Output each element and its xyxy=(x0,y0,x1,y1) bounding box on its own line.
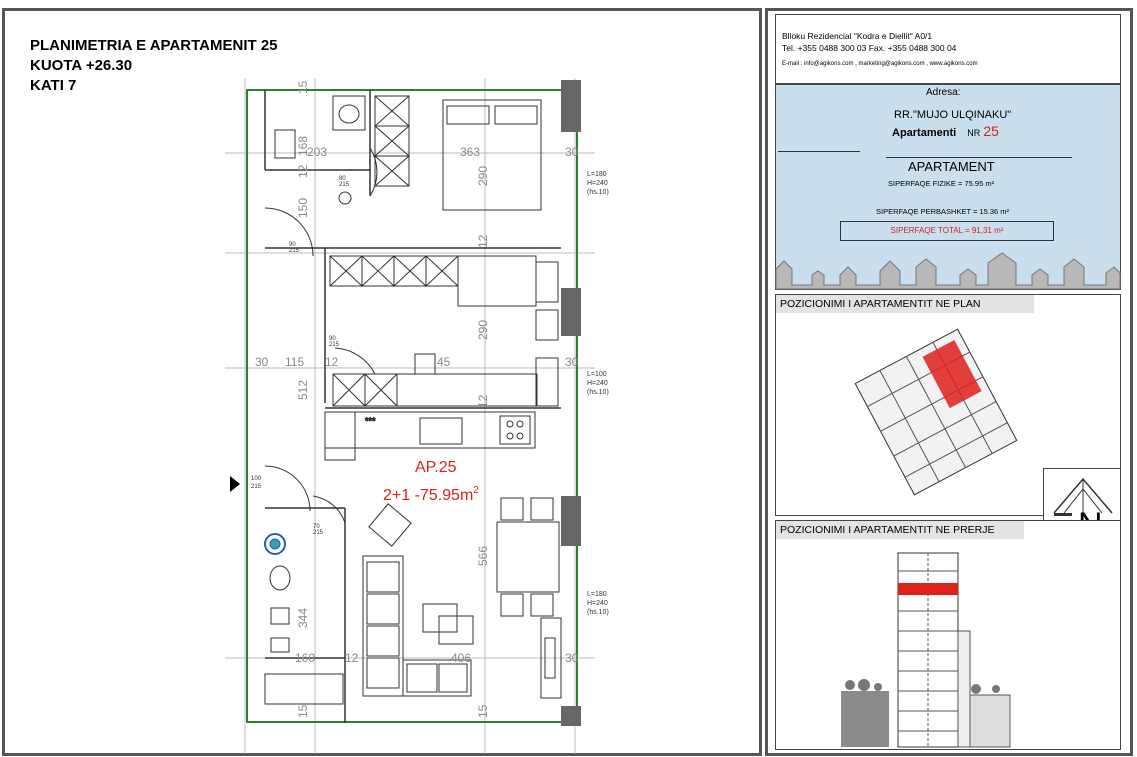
area-shared: SIPERFAQE PERBASHKET = 15.36 m² xyxy=(876,207,1010,216)
apartment-highlight-section xyxy=(898,583,958,595)
apartment-line xyxy=(892,123,999,139)
dim-12d: 12 xyxy=(476,394,490,408)
section-position-heading: POZICIONIMI I APARTAMENTIT NE PRERJE xyxy=(776,521,1024,539)
dimension-labels xyxy=(255,80,579,718)
door1-h: 215 xyxy=(339,182,350,188)
window1-l: L=180 xyxy=(587,171,607,178)
door2-h: 215 xyxy=(289,248,300,254)
dim-290: 290 xyxy=(476,165,490,186)
dim-512: 512 xyxy=(296,379,310,400)
window1-hs: (hs.10) xyxy=(587,189,609,196)
area-total-box xyxy=(840,221,1054,241)
window2-hs: (hs.10) xyxy=(587,389,609,396)
window3-l: L=180 xyxy=(587,591,607,598)
kitchen-counter xyxy=(325,412,535,460)
skyline-illustration xyxy=(776,245,1120,289)
wardrobe xyxy=(375,96,409,186)
area-total-label: SIPERFAQE TOTAL xyxy=(890,226,963,235)
entry-arrow-icon xyxy=(230,476,240,492)
title-line1: PLANIMETRIA E APARTAMENIT 25 xyxy=(30,37,278,54)
sofa xyxy=(363,504,473,696)
dim-566: 566 xyxy=(476,545,490,566)
dim-406: 406 xyxy=(451,651,472,665)
door4-w: 100 xyxy=(251,476,262,482)
dim-160: 160 xyxy=(295,651,316,665)
dim-30b: 30 xyxy=(565,355,579,369)
dim-290b: 290 xyxy=(476,319,490,340)
door1-w: 80 xyxy=(339,176,346,182)
wardrobe-2 xyxy=(330,256,558,340)
window3-hs: (hs.10) xyxy=(587,609,609,616)
door5-w: 70 xyxy=(313,524,320,530)
area-physical: SIPERFAQE FIZIKE = 75.95 m² xyxy=(888,179,995,188)
building-plan-thumbnail xyxy=(856,327,1016,497)
unit-type: APARTAMENT xyxy=(908,159,995,174)
section-position-panel xyxy=(775,520,1121,750)
area-total-eq: = xyxy=(964,226,972,235)
doors xyxy=(265,208,375,523)
floor-plan xyxy=(225,78,609,754)
bed xyxy=(443,100,541,210)
dim-30c: 30 xyxy=(565,651,579,665)
dim-150: 150 xyxy=(296,197,310,218)
unit-area-sup: 2 xyxy=(473,485,479,496)
stove-mark: *** xyxy=(365,416,376,426)
dim-12b: 12 xyxy=(345,651,359,665)
title-line2: KUOTA +26.30 xyxy=(30,57,133,74)
window2-h: H=240 xyxy=(587,380,608,387)
door2-w: 90 xyxy=(289,242,296,248)
dim-45: 45 xyxy=(437,355,451,369)
door3-h: 215 xyxy=(329,342,340,348)
unit-area-value: 2+1 -75.95m xyxy=(383,487,474,504)
company-panel xyxy=(775,14,1121,84)
window1-h: H=240 xyxy=(587,180,608,187)
dim-15b: 15 xyxy=(296,704,310,718)
dim-115: 115 xyxy=(285,355,305,369)
window2-l: L=100 xyxy=(587,371,607,378)
window3-h: H=240 xyxy=(587,600,608,607)
company-email: E-mail : info@agikons.com , marketing@agikons.com , www.agikons.com xyxy=(782,61,978,67)
dim-203: 203 xyxy=(307,145,328,159)
area-total-value: 91,31 m² xyxy=(971,226,1004,235)
unit-area xyxy=(383,485,479,504)
plan-position-heading: POZICIONIMI I APARTAMENTIT NE PLAN xyxy=(776,295,1034,313)
dim-15c: 15 xyxy=(476,704,490,718)
address-label: Adresa: xyxy=(926,87,961,98)
dim-344: 344 xyxy=(296,607,310,628)
divider-long xyxy=(886,157,1072,158)
apartment-label: Apartamenti xyxy=(892,127,957,139)
unit-label: AP.25 xyxy=(415,459,457,476)
dim-12a: 12 xyxy=(325,355,339,369)
company-name: Blloku Rezidencial "Kodra e Diellit" A0/1 xyxy=(782,31,933,41)
dining-table xyxy=(497,498,559,616)
company-phone: Tel. +355 0488 300 03 Fax. +355 0488 300 04 xyxy=(782,43,957,53)
address-panel xyxy=(775,84,1121,290)
dim-363: 363 xyxy=(460,145,481,159)
dim-30a: 30 xyxy=(565,145,579,159)
dim-12e: 12 xyxy=(296,164,310,178)
dim-15a: 15 xyxy=(296,80,310,94)
dim-168: 168 xyxy=(296,135,310,156)
door3-w: 90 xyxy=(329,336,336,342)
nr-value: 25 xyxy=(983,123,999,139)
grid-lines xyxy=(225,78,595,754)
dim-12c: 12 xyxy=(476,234,490,248)
door5-h: 215 xyxy=(313,530,324,536)
title-line3: KATI 7 xyxy=(30,77,77,94)
door4-h: 215 xyxy=(251,484,262,490)
dim-30d: 30 xyxy=(255,355,269,369)
nr-label: NR xyxy=(967,128,981,138)
building-section-thumbnail xyxy=(836,551,1076,747)
street-name: RR."MUJO ULQINAKU" xyxy=(894,109,1012,121)
divider-short xyxy=(778,151,860,152)
